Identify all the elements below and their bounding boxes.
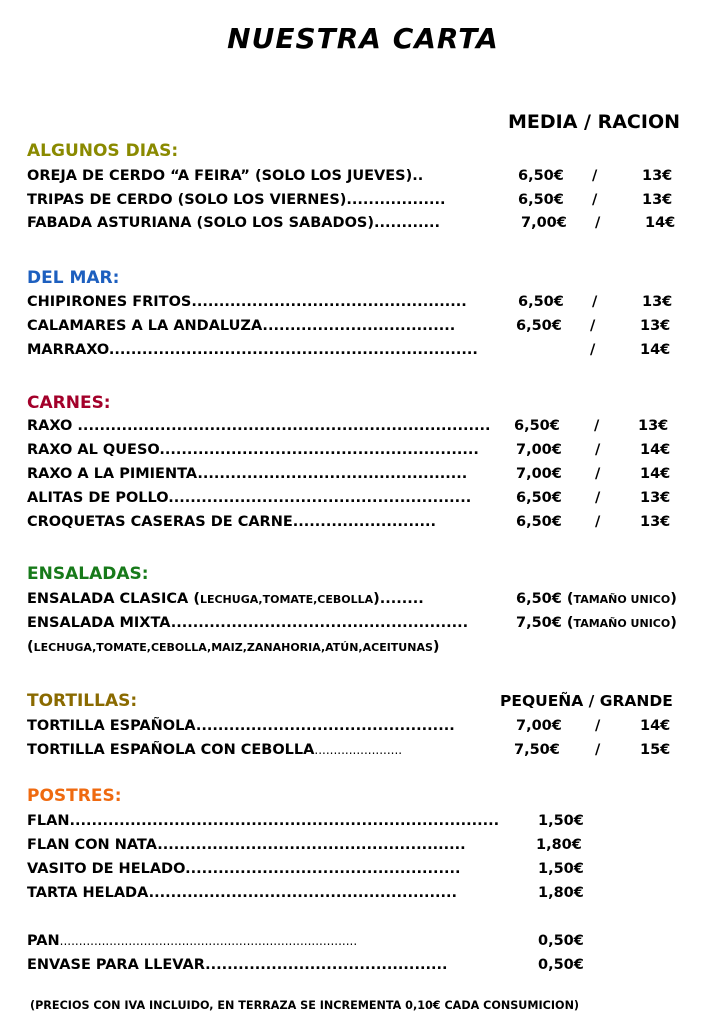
menu-item-price-single bbox=[516, 615, 677, 631]
menu-item-price-racion: 13€ bbox=[638, 418, 669, 434]
menu-item-price-media: 7,00€ bbox=[516, 442, 562, 458]
menu-item-name: RAXO AL QUESO.......................................................... bbox=[27, 442, 479, 458]
menu-item-name: CHIPIRONES FRITOS.................................................. bbox=[27, 294, 467, 310]
menu-item-name: FLAN CON NATA........................................................ bbox=[27, 837, 466, 853]
menu-item-name: ENVASE PARA LLEVAR............................................ bbox=[27, 957, 448, 973]
menu-item-name: ENSALADA CLASICA ( bbox=[27, 591, 200, 607]
menu-item-price-racion: 13€ bbox=[640, 490, 671, 506]
menu-item-price-media: 6,50€ bbox=[516, 318, 562, 334]
price-separator: / bbox=[595, 718, 601, 734]
price-separator: / bbox=[595, 466, 601, 482]
menu-item-price-media: 7,00€ bbox=[521, 215, 567, 231]
paren-close: ) bbox=[670, 615, 677, 631]
price-separator: / bbox=[592, 294, 598, 310]
menu-item-name: CALAMARES A LA ANDALUZA................................... bbox=[27, 318, 456, 334]
menu-item-name: FLAN.............................................................................. bbox=[27, 813, 500, 829]
menu-item-price: 1,50€ bbox=[538, 861, 584, 877]
menu-item-price-grande: 14€ bbox=[640, 718, 671, 734]
column-header-pequena-grande: PEQUEÑA / GRANDE bbox=[500, 692, 673, 710]
menu-item-name: OREJA DE CERDO “A FEIRA” (SOLO LOS JUEVES).. bbox=[27, 168, 424, 184]
price-separator: / bbox=[595, 514, 601, 530]
menu-item-name: VASITO DE HELADO.................................................. bbox=[27, 861, 461, 877]
menu-title: NUESTRA CARTA bbox=[227, 22, 499, 55]
menu-item-price-media: 6,50€ bbox=[516, 514, 562, 530]
price-separator: / bbox=[595, 215, 601, 231]
menu-item-ingredients-line bbox=[27, 639, 440, 655]
price-separator: / bbox=[594, 418, 600, 434]
menu-item-name: RAXO ........................................................................... bbox=[27, 418, 491, 434]
menu-item-price: 1,80€ bbox=[538, 885, 584, 901]
price-separator: / bbox=[592, 192, 598, 208]
menu-item-price-racion: 14€ bbox=[640, 342, 671, 358]
menu-item-price: 0,50€ bbox=[538, 933, 584, 949]
paren-close: ) bbox=[432, 639, 440, 655]
price-separator: / bbox=[595, 490, 601, 506]
menu-item-price-pequena: 7,00€ bbox=[516, 718, 562, 734]
menu-item-name: MARRAXO................................................................... bbox=[27, 342, 478, 358]
menu-item-pan bbox=[27, 933, 357, 949]
menu-item-tortilla-con-cebolla bbox=[27, 742, 402, 758]
menu-item-price-racion: 13€ bbox=[642, 192, 673, 208]
menu-item-dots: )........ bbox=[373, 591, 424, 607]
size-note: TAMAÑO UNICO bbox=[573, 617, 671, 630]
menu-item-price-racion: 13€ bbox=[640, 514, 671, 530]
menu-item-name: FABADA ASTURIANA (SOLO LOS SABADOS)............ bbox=[27, 215, 441, 231]
menu-item-name: CROQUETAS CASERAS DE CARNE.......................... bbox=[27, 514, 436, 530]
menu-item-dots: ....................... bbox=[314, 743, 403, 757]
menu-item-name: TORTILLA ESPAÑOLA............................................... bbox=[27, 718, 455, 734]
section-title-del-mar: DEL MAR: bbox=[27, 268, 120, 288]
menu-item-price: 1,50€ bbox=[538, 813, 584, 829]
menu-item-price-media: 6,50€ bbox=[514, 418, 560, 434]
menu-item-name: ENSALADA MIXTA...................................................... bbox=[27, 615, 469, 631]
menu-item-price-racion: 13€ bbox=[640, 318, 671, 334]
section-title-postres: POSTRES: bbox=[27, 786, 122, 806]
section-title-ensaladas: ENSALADAS: bbox=[27, 564, 149, 584]
price-separator: / bbox=[590, 342, 596, 358]
footer-note: (PRECIOS CON IVA INCLUIDO, EN TERRAZA SE INCREMENTA 0,10€ CADA CONSUMICION) bbox=[30, 999, 580, 1012]
menu-item-price-single bbox=[516, 591, 677, 607]
price-separator: / bbox=[595, 742, 601, 758]
menu-item-ingredients: LECHUGA,TOMATE,CEBOLLA bbox=[199, 593, 374, 606]
menu-item-name: TORTILLA ESPAÑOLA CON CEBOLLA bbox=[27, 742, 315, 758]
section-title-algunos-dias: ALGUNOS DIAS: bbox=[27, 141, 179, 161]
column-header-media-racion: MEDIA / RACION bbox=[508, 111, 681, 133]
menu-item-dots: .............................................................................. bbox=[59, 934, 358, 948]
menu-item-price-grande: 15€ bbox=[640, 742, 671, 758]
menu-item-price-pequena: 7,50€ bbox=[514, 742, 560, 758]
section-title-tortillas: TORTILLAS: bbox=[27, 691, 138, 711]
paren-close: ) bbox=[670, 591, 677, 607]
menu-item-price-media: 6,50€ bbox=[518, 168, 564, 184]
menu-item-name: ALITAS DE POLLO....................................................... bbox=[27, 490, 472, 506]
size-note: TAMAÑO UNICO bbox=[573, 593, 671, 606]
menu-item-price-racion: 13€ bbox=[642, 168, 673, 184]
price-separator: / bbox=[590, 318, 596, 334]
menu-item-price-media: 6,50€ bbox=[518, 192, 564, 208]
menu-item-name: PAN bbox=[27, 933, 60, 949]
menu-item-name: TRIPAS DE CERDO (SOLO LOS VIERNES).................. bbox=[27, 192, 446, 208]
price-value: 6,50€ ( bbox=[516, 591, 574, 607]
paren-open: ( bbox=[27, 639, 34, 655]
menu-item-price: 0,50€ bbox=[538, 957, 584, 973]
price-separator: / bbox=[595, 442, 601, 458]
menu-item-ensalada-clasica bbox=[27, 591, 424, 607]
menu-item-price-racion: 13€ bbox=[642, 294, 673, 310]
menu-item-price-media: 6,50€ bbox=[516, 490, 562, 506]
menu-item-ingredients: LECHUGA,TOMATE,CEBOLLA,MAIZ,ZANAHORIA,ATÚN,ACEITUNAS bbox=[33, 641, 433, 654]
price-value: 7,50€ ( bbox=[516, 615, 574, 631]
menu-item-price-racion: 14€ bbox=[640, 442, 671, 458]
menu-item-name: TARTA HELADA........................................................ bbox=[27, 885, 458, 901]
menu-item-price: 1,80€ bbox=[536, 837, 582, 853]
menu-item-price-racion: 14€ bbox=[640, 466, 671, 482]
menu-item-price-racion: 14€ bbox=[645, 215, 676, 231]
menu-item-name: RAXO A LA PIMIENTA................................................. bbox=[27, 466, 468, 482]
section-title-carnes: CARNES: bbox=[27, 393, 111, 413]
price-separator: / bbox=[592, 168, 598, 184]
menu-item-price-media: 6,50€ bbox=[518, 294, 564, 310]
menu-item-price-media: 7,00€ bbox=[516, 466, 562, 482]
